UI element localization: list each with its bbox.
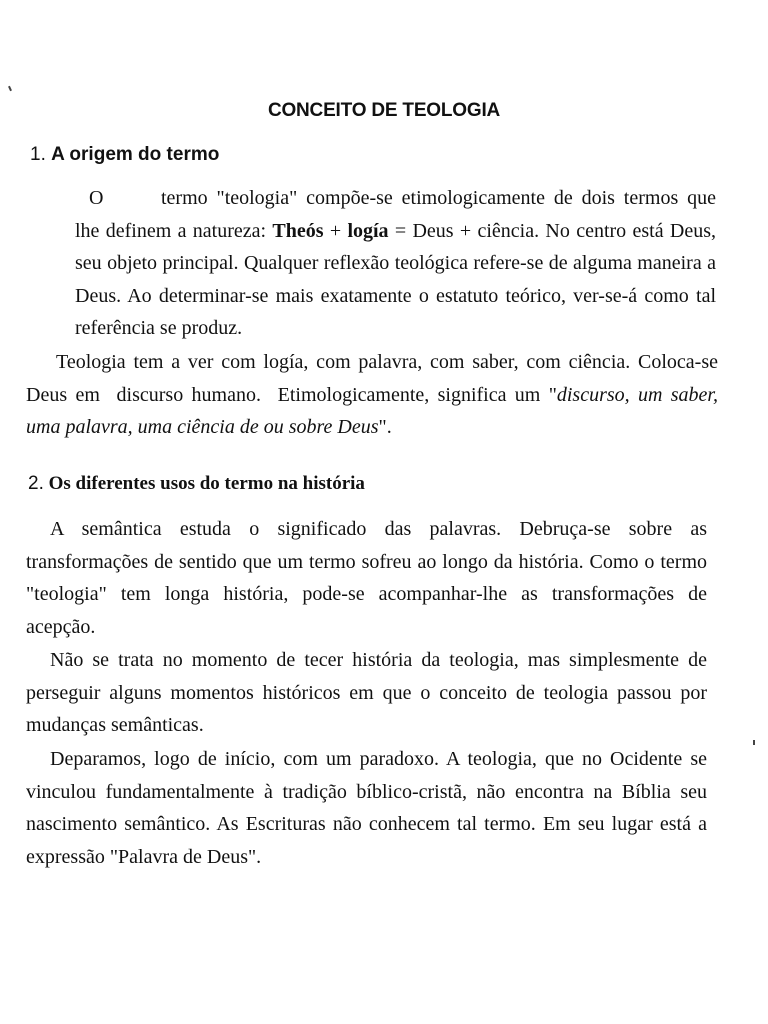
term-logia: logía [347,219,389,242]
scan-speck-right [753,740,755,745]
paragraph-text: = Deus + ciência. No centro está Deus, seu objeto principal. Qualquer reflexão teológica refere-se de alguma maneira a Deus. Ao determinar-se mais exatamente o estatuto teórico, ver-se-á como tal referência se produz. [75,219,716,339]
section-2-number: 2. [28,473,44,494]
section-1-paragraph-1 [75,182,716,345]
paragraph-text: ". [378,416,392,438]
italic-definition: discurso, um saber, uma palavra, uma ciência de ou sobre Deus [26,383,719,438]
section-2-paragraph-2: Não se trata no momento de tecer história da teologia, mas simplesmente de perseguir alguns momentos históricos em que o conceito de teologia passou por mudanças semânticas. [26,649,707,736]
section-2-title: Os diferentes usos do termo na história [48,473,365,494]
section-1-number: 1. [30,144,46,165]
section-1-title: A origem do termo [51,144,220,165]
paragraph-first-word: O [89,187,104,209]
section-1-heading [30,144,219,166]
page-title: CONCEITO DE TEOLOGIA [267,100,501,121]
section-2-paragraph-1: A semântica estuda o significado das palavras. Debruça-se sobre as transformações de sentido que um termo sofreu ao longo da história. Como o termo "teologia" tem longa história, pode-se acompanhar-lhe as transformações de acepção. [26,518,707,638]
plus-sign: + [323,219,348,242]
paragraph-text: Teologia tem a ver com logía, com palavra, com saber, com ciência. Coloca-se Deus em discurso humano. Etimologicamente, significa um " [26,351,723,406]
section-2-heading [28,473,365,495]
section-1-paragraph-2 [26,346,723,444]
section-2-paragraph-3: Deparamos, logo de início, com um paradoxo. A teologia, que no Ocidente se vinculou fundamentalmente à tradição bíblico-cristã, não encontra na Bíblia seu nascimento semântico. As Escrituras não conhecem tal termo. Em seu lugar está a expressão "Palavra de Deus". [26,748,707,868]
scan-speck-left [8,86,12,91]
term-theos: Theós [272,219,324,242]
paragraph-text: termo "teologia" compõe-se etimologicamente de dois termos que lhe definem a natureza: [75,187,716,242]
